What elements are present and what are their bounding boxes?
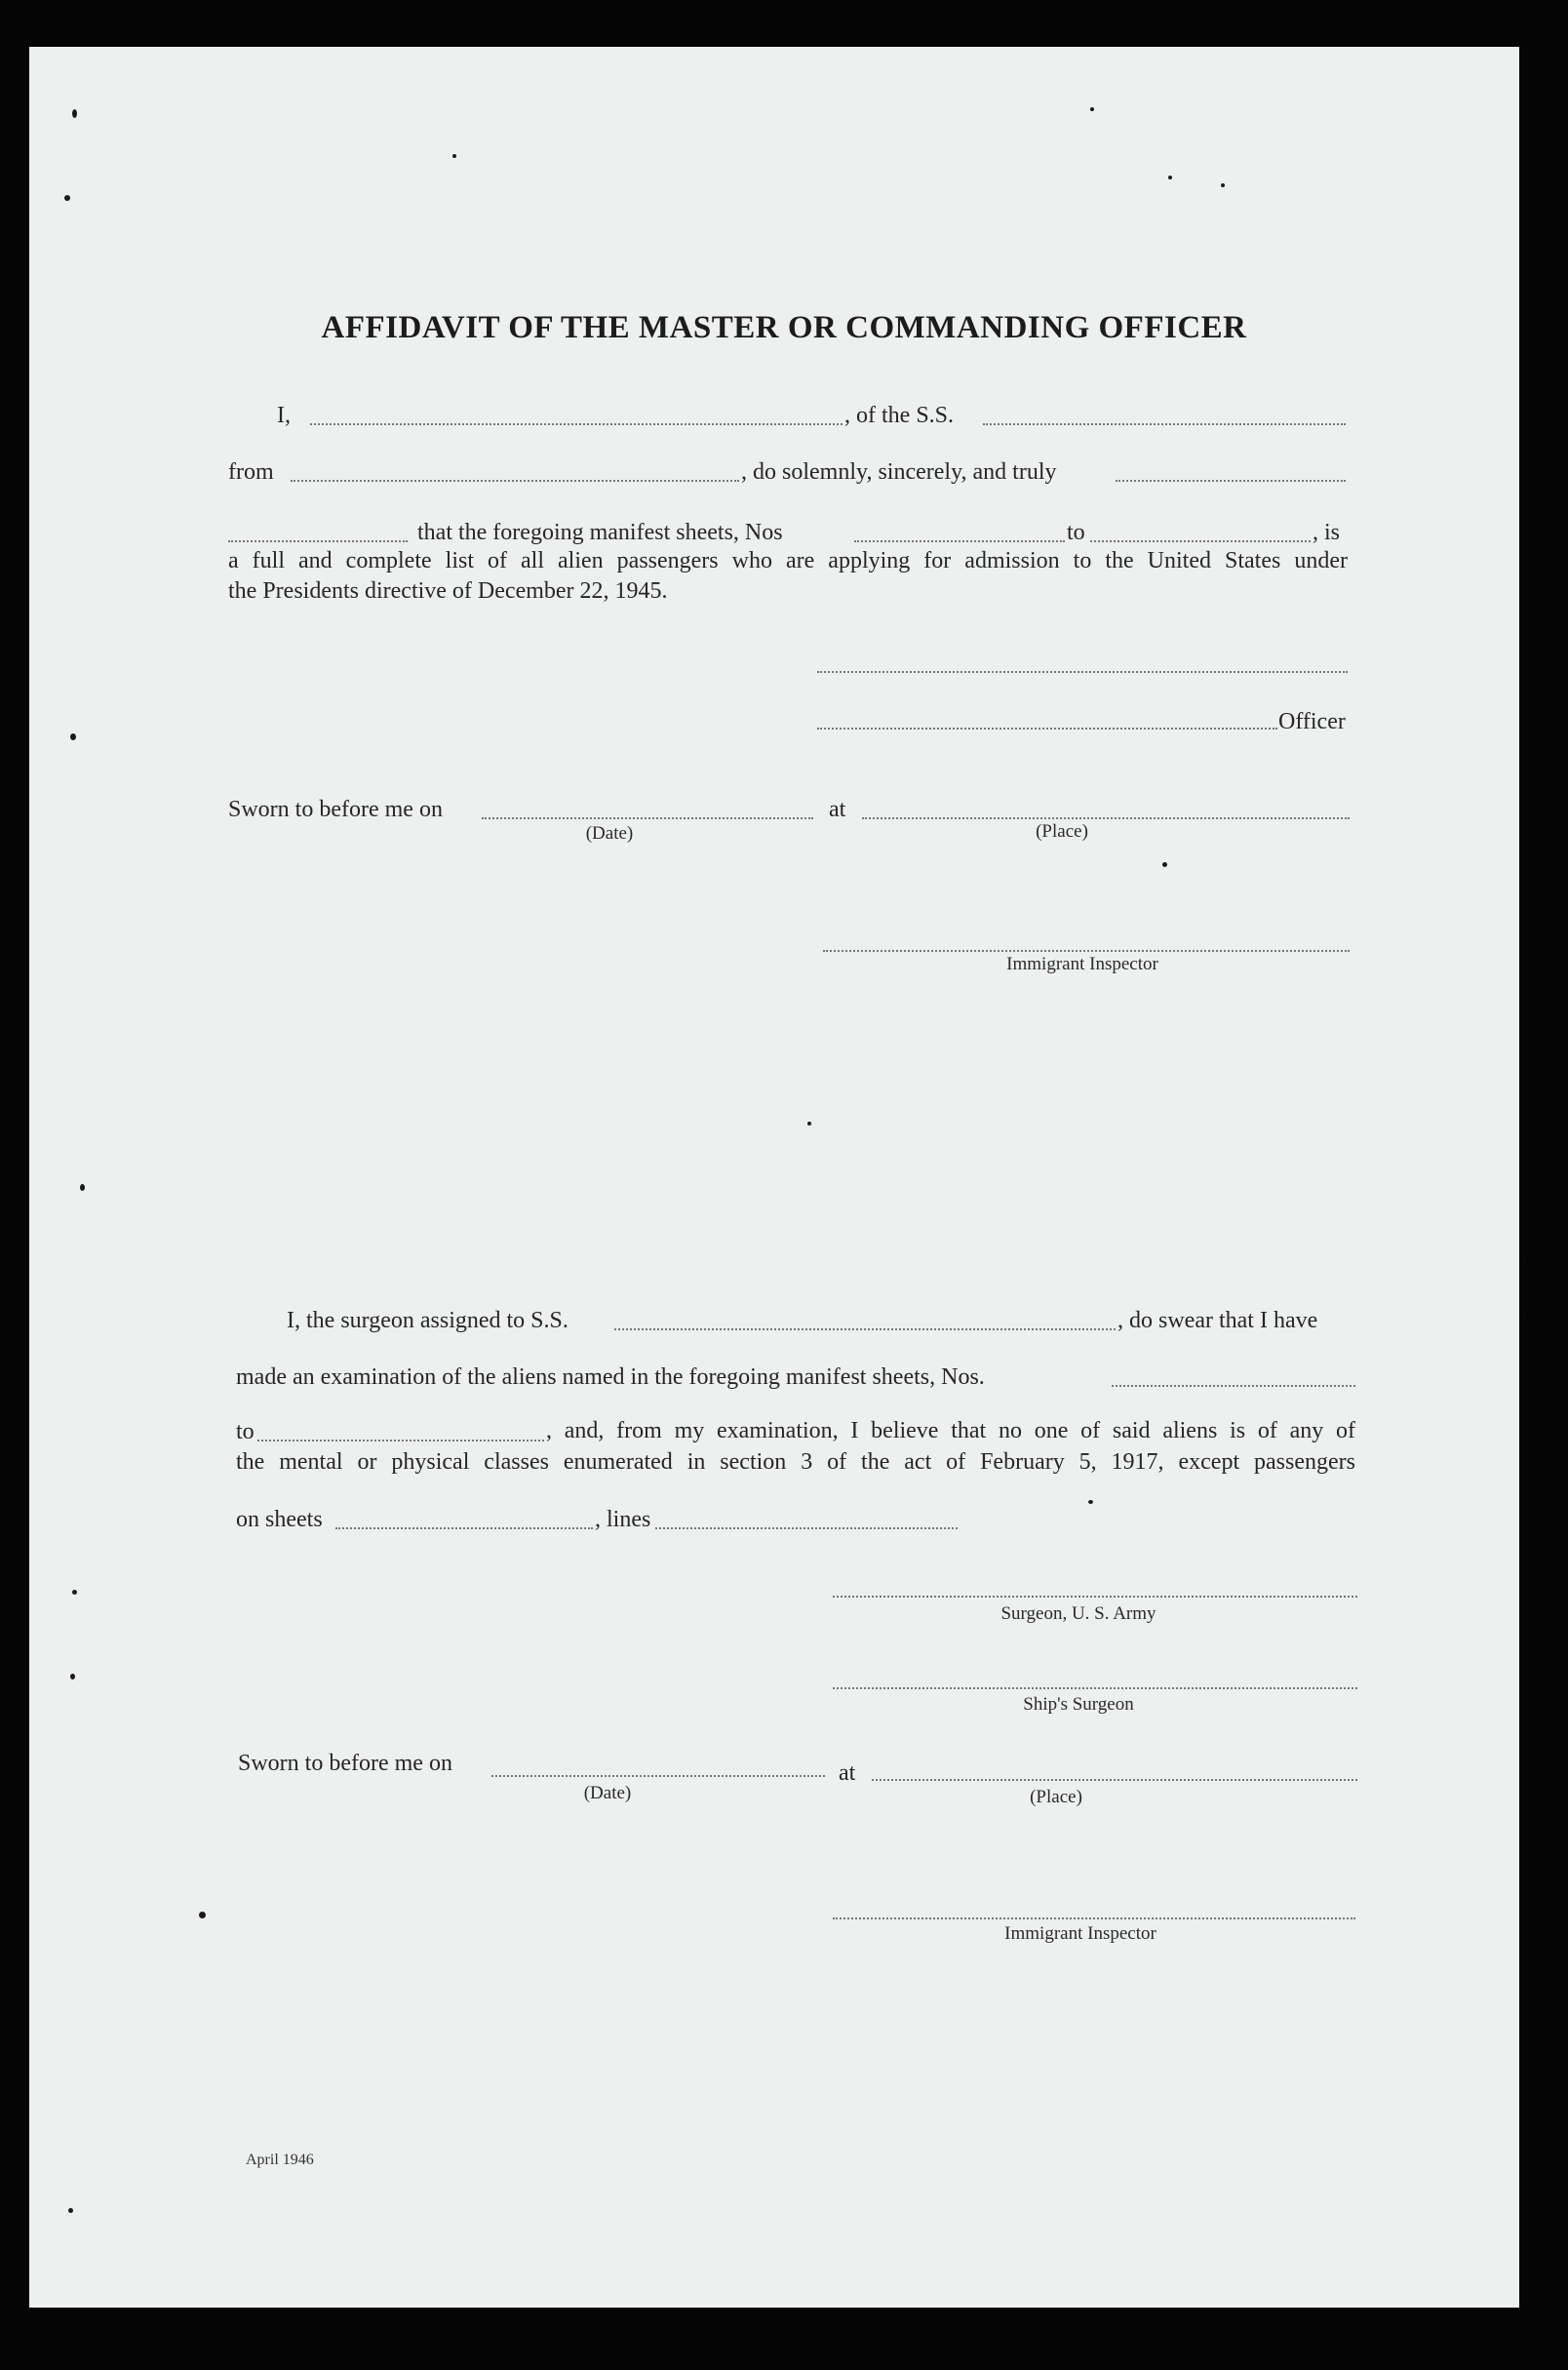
oath-word-field[interactable] bbox=[1116, 480, 1346, 482]
sheets-from-field[interactable] bbox=[854, 540, 1065, 542]
caption-date-master: (Date) bbox=[585, 823, 634, 844]
sworn-place-field-master[interactable] bbox=[862, 817, 1350, 819]
label-from: from bbox=[228, 459, 274, 485]
caption-inspector-master: Immigrant Inspector bbox=[1006, 954, 1158, 974]
surgeon-sheets-from-field[interactable] bbox=[1112, 1385, 1355, 1387]
label-manifest-sheets: that the foregoing manifest sheets, Nos bbox=[417, 520, 783, 545]
exception-sheets-field[interactable] bbox=[335, 1527, 593, 1529]
surgeon-sheets-to-field[interactable] bbox=[257, 1440, 544, 1442]
label-surgeon-assigned: I, the surgeon assigned to S.S. bbox=[287, 1308, 568, 1333]
form-date: April 1946 bbox=[246, 2152, 314, 2168]
caption-place-master: (Place) bbox=[1036, 821, 1088, 842]
label-is: , is bbox=[1313, 520, 1341, 545]
label-on-sheets: on sheets bbox=[236, 1507, 323, 1532]
officer-signature-line-1[interactable] bbox=[817, 671, 1348, 673]
document-sheet bbox=[29, 47, 1519, 2308]
sworn-date-field-master[interactable] bbox=[482, 817, 813, 819]
label-sworn-master: Sworn to before me on bbox=[228, 797, 443, 822]
sworn-date-field-surgeon[interactable] bbox=[491, 1775, 825, 1777]
caption-ship-surgeon: Ship's Surgeon bbox=[1023, 1694, 1134, 1715]
document-title: AFFIDAVIT OF THE MASTER OR COMMANDING OFFICER bbox=[321, 310, 1247, 345]
label-at-master: at bbox=[829, 797, 846, 822]
sworn-place-field-surgeon[interactable] bbox=[872, 1779, 1357, 1781]
army-surgeon-signature-line[interactable] bbox=[833, 1596, 1357, 1598]
surgeon-belief-line: , and, from my examination, I believe that no one of said aliens is of any of bbox=[546, 1418, 1355, 1443]
label-officer: Officer bbox=[1278, 709, 1346, 734]
label-of-ss: , of the S.S. bbox=[844, 403, 955, 428]
inspector-signature-line-surgeon[interactable] bbox=[833, 1917, 1355, 1919]
label-solemnly: , do solemnly, sincerely, and truly bbox=[741, 459, 1057, 485]
caption-inspector-surgeon: Immigrant Inspector bbox=[1004, 1923, 1156, 1944]
surgeon-examination-line: made an examination of the aliens named in the foregoing manifest sheets, Nos. bbox=[236, 1364, 985, 1390]
label-surgeon-to: to bbox=[236, 1419, 255, 1444]
surgeon-ship-field[interactable] bbox=[614, 1328, 1116, 1330]
sheets-to-field[interactable] bbox=[1090, 540, 1311, 542]
ship-name-field[interactable] bbox=[983, 423, 1346, 425]
surgeon-classes-line: the mental or physical classes enumerated in section 3 of the act of February 5, 1917, except passengers bbox=[236, 1449, 1355, 1475]
master-directive-line: the Presidents directive of December 22, 1945. bbox=[228, 578, 668, 604]
label-swear: , do swear that I have bbox=[1117, 1308, 1318, 1333]
ship-surgeon-signature-line[interactable] bbox=[833, 1687, 1357, 1689]
label-at-surgeon: at bbox=[839, 1760, 856, 1786]
caption-place-surgeon: (Place) bbox=[1030, 1787, 1082, 1807]
label-to: to bbox=[1067, 520, 1085, 545]
master-name-field[interactable] bbox=[310, 423, 843, 425]
caption-date-surgeon: (Date) bbox=[583, 1783, 632, 1803]
master-statement-line: a full and complete list of all alien passengers who are applying for admission to the United States under bbox=[228, 548, 1348, 573]
label-i: I, bbox=[277, 403, 291, 428]
label-sworn-surgeon: Sworn to before me on bbox=[238, 1751, 452, 1776]
port-from-field[interactable] bbox=[291, 480, 739, 482]
officer-signature-line-2[interactable] bbox=[817, 728, 1277, 730]
label-lines: , lines bbox=[595, 1507, 651, 1532]
exception-lines-field[interactable] bbox=[655, 1527, 958, 1529]
inspector-signature-line-master[interactable] bbox=[823, 950, 1350, 952]
caption-army-surgeon: Surgeon, U. S. Army bbox=[1000, 1603, 1156, 1624]
oath-word-field-2[interactable] bbox=[228, 540, 408, 542]
